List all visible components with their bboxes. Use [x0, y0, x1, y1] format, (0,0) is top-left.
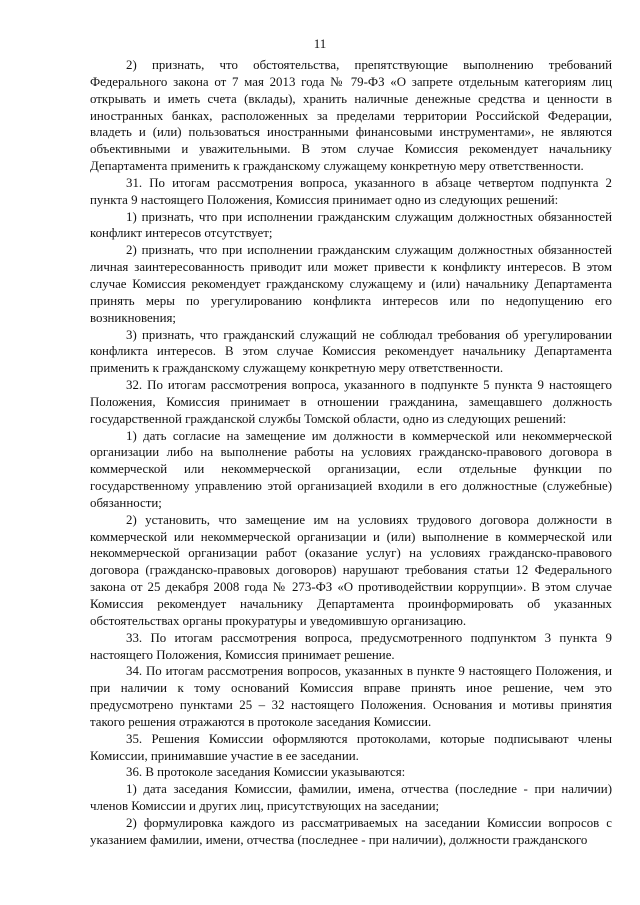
paragraph-36-1: 1) дата заседания Комиссии, фамилии, имена, отчества (последние - при наличии) членов Комиссии и других лиц, присутствующих на заседании; — [90, 782, 612, 814]
paragraph-36: 36. В протоколе заседания Комиссии указываются: — [126, 765, 406, 780]
paragraph-32: 32. По итогам рассмотрения вопроса, указанного в подпункте 5 пункта 9 настоящего Положения, Комиссия принимает в отношении гражданина, замещавшего должность государственной гражданской службы Томской области, одно из следующих решений: — [90, 378, 612, 426]
paragraph-30-2: 2) признать, что обстоятельства, препятствующие выполнению требований Федерального закона от 7 мая 2013 года № 79-ФЗ «О запрете отдельным категориям лиц открывать и иметь счета (вклады), хранить наличные денежные средства и ценности в иностранных банках, расположенных за пределами территории Российской Федерации, владеть и (или) пользоваться иностранными финансовыми инструментами», не являются объективными и уважительными. В этом случае Комиссия рекомендует начальнику Департамента применить к гражданскому служащему конкретную меру ответственности. — [90, 58, 612, 174]
paragraph-33: 33. По итогам рассмотрения вопроса, предусмотренного подпунктом 3 пункта 9 настоящего Положения, Комиссия принимает решение. — [90, 630, 612, 662]
paragraph-32-2: 2) установить, что замещение им на условиях трудового договора должности в коммерческой или некоммерческой организации и (или) выполнение в коммерческой или некоммерческой организации работ (оказание услуг) на условиях гражданско-правового договора (гражданско-правовых договоров) нарушают требования статьи 12 Федерального закона от 25 декабря 2008 года № 273-ФЗ «О противодействии коррупции». В этом случае Комиссия рекомендует начальнику Департамента проинформировать об указанных обстоятельствах органы прокуратуры и уведомившую организацию. — [90, 512, 612, 628]
paragraph-31-3: 3) признать, что гражданский служащий не соблюдал требования об урегулировании конфликта интересов. В этом случае Комиссия рекомендует начальнику Департамента применить к гражданскому служащему конкретную меру ответственности. — [90, 327, 612, 376]
paragraph-35: 35. Решения Комиссии оформляются протоколами, которые подписывают члены Комиссии, принимавшие участие в ее заседании. — [90, 731, 612, 763]
document-body — [90, 57, 612, 849]
paragraph-34: 34. По итогам рассмотрения вопросов, указанных в пункте 9 настоящего Положения, и при наличии к тому оснований Комиссия вправе принять иное решение, чем это предусмотрено пунктами 25 – 32 настоящего Положения. Основания и мотивы принятия такого решения отражаются в протоколе заседания Комиссии. — [90, 664, 612, 729]
paragraph-31-1: 1) признать, что при исполнении гражданским служащим должностных обязанностей конфликт интересов отсутствует; — [90, 209, 612, 241]
paragraph-32-1: 1) дать согласие на замещение им должности в коммерческой или некоммерческой организации либо на выполнение работы на условиях гражданско-правового договора в коммерческой или некоммерческой организации, если отдельные функции по государственному управлению этой организацией входили в его должностные (служебные) обязанности; — [90, 428, 612, 510]
paragraph-31: 31. По итогам рассмотрения вопроса, указанного в абзаце четвертом подпункта 2 пункта 9 настоящего Положения, Комиссия принимает одно из следующих решений: — [90, 175, 612, 207]
page-number: 11 — [313, 36, 327, 51]
paragraph-31-2: 2) признать, что при исполнении гражданским служащим должностных обязанностей личная заинтересованность приводит или может привести к конфликту интересов. В этом случае Комиссия рекомендует гражданскому служащему и (или) начальнику Департамента принять меры по урегулированию конфликта интересов или по недопущению его возникновения; — [90, 243, 612, 325]
paragraph-36-2: 2) формулировка каждого из рассматриваемых на заседании Комиссии вопросов с указанием фамилии, имени, отчества (последнее - при наличии), должности гражданского — [90, 815, 612, 847]
